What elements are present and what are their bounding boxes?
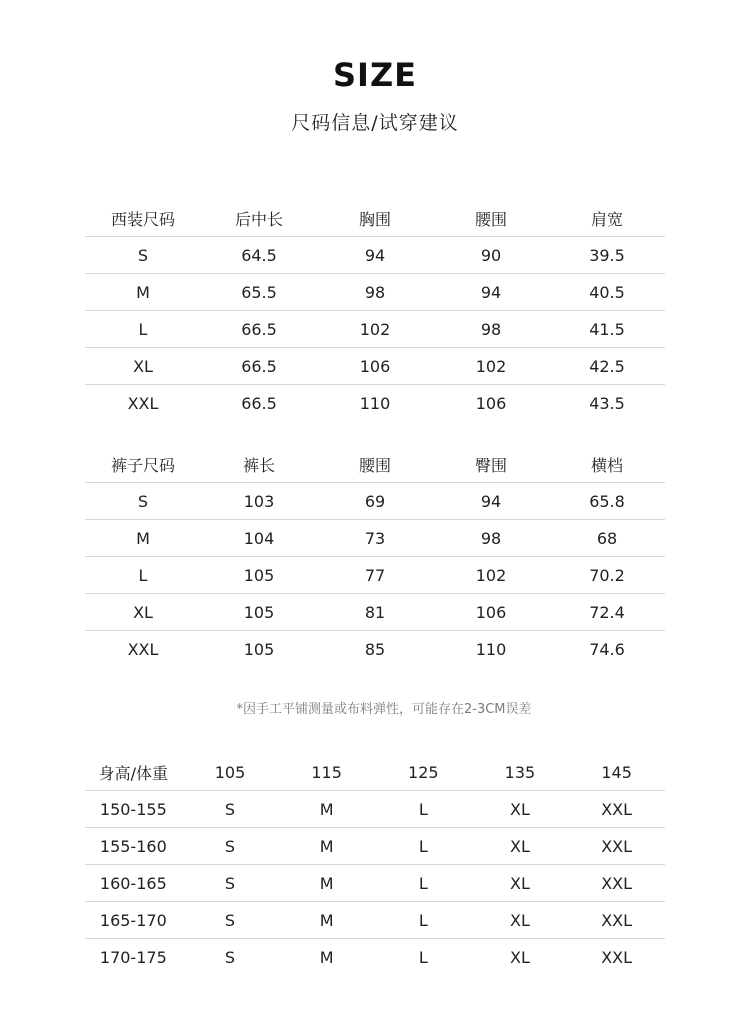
- header-cell: 115: [278, 754, 375, 791]
- table-row: [85, 274, 665, 311]
- table-cell: XXL: [568, 902, 665, 939]
- header-cell: 横档: [549, 446, 665, 483]
- table-cell: S: [182, 865, 279, 902]
- table-cell: M: [278, 828, 375, 865]
- table-row: [85, 483, 665, 520]
- table-cell: M: [85, 520, 201, 557]
- table-cell: 98: [433, 311, 549, 348]
- table-cell: 105: [201, 594, 317, 631]
- table-cell: XXL: [568, 828, 665, 865]
- table-cell: 105: [243, 639, 275, 659]
- table-row: [85, 631, 665, 668]
- table-row: [85, 828, 665, 865]
- suit-size-table: [85, 200, 665, 421]
- table-cell: 70.2: [549, 557, 665, 594]
- table-cell: 102: [317, 311, 433, 348]
- table-cell: 106: [433, 594, 549, 631]
- table-cell: 43.5: [589, 393, 625, 413]
- header-cell: 裤子尺码: [85, 446, 201, 483]
- table-cell: 98: [433, 520, 549, 557]
- table-cell: XL: [472, 865, 569, 902]
- table-cell: 69: [317, 483, 433, 520]
- table-cell: XL: [85, 348, 201, 385]
- table-cell: 105: [201, 557, 317, 594]
- header-cell: 西装尺码: [85, 200, 201, 237]
- header-cell: 裤长: [201, 446, 317, 483]
- table-row: [85, 939, 665, 976]
- table-cell: XL: [85, 594, 201, 631]
- table-cell: 155-160: [85, 828, 182, 865]
- header-cell: 肩宽: [549, 200, 665, 237]
- page-subtitle: 尺码信息/试穿建议: [291, 112, 459, 134]
- table-cell: XL: [472, 902, 569, 939]
- table-cell: 68: [549, 520, 665, 557]
- table-cell: M: [278, 865, 375, 902]
- table-cell: 106: [475, 393, 507, 413]
- table-cell: 66.5: [241, 393, 277, 413]
- measurement-note: *因手工平铺测量或布料弹性，可能存在2-3CM误差: [236, 702, 532, 717]
- table-cell: M: [85, 274, 201, 311]
- table-cell: S: [182, 902, 279, 939]
- table-cell: 104: [201, 520, 317, 557]
- table-cell: XL: [510, 947, 530, 967]
- table-row: [85, 348, 665, 385]
- table-cell: L: [375, 828, 472, 865]
- table-cell: 106: [317, 348, 433, 385]
- table-cell: 72.4: [549, 594, 665, 631]
- table-cell: 165-170: [85, 902, 182, 939]
- table-cell: S: [182, 828, 279, 865]
- fit-suggestion-table: [85, 754, 665, 975]
- table-cell: M: [278, 791, 375, 828]
- table-cell: S: [182, 791, 279, 828]
- table-cell: L: [85, 557, 201, 594]
- table-cell: L: [418, 947, 428, 967]
- page-title: SIZE: [332, 56, 417, 94]
- table-cell: 102: [433, 348, 549, 385]
- table-cell: 65.8: [549, 483, 665, 520]
- table-cell: L: [375, 865, 472, 902]
- table-cell: 85: [364, 639, 386, 659]
- table-row: [85, 520, 665, 557]
- table-cell: 110: [359, 393, 391, 413]
- table-cell: 66.5: [201, 311, 317, 348]
- header-cell: 135: [472, 754, 569, 791]
- table-cell: 94: [433, 274, 549, 311]
- table-cell: L: [85, 311, 201, 348]
- table-header-row: [85, 200, 665, 237]
- table-cell: 170-175: [99, 947, 167, 967]
- table-cell: 94: [317, 237, 433, 274]
- table-row: [85, 594, 665, 631]
- table-cell: XL: [472, 828, 569, 865]
- table-cell: 73: [317, 520, 433, 557]
- table-cell: 74.6: [589, 639, 625, 659]
- header-cell: 腰围: [317, 446, 433, 483]
- table-cell: M: [319, 947, 334, 967]
- pants-size-table: [85, 446, 665, 667]
- table-cell: 39.5: [549, 237, 665, 274]
- table-row: [85, 791, 665, 828]
- table-row: [85, 311, 665, 348]
- table-cell: 77: [317, 557, 433, 594]
- header-cell: 身高/体重: [85, 754, 182, 791]
- table-row: [85, 865, 665, 902]
- table-cell: 66.5: [201, 348, 317, 385]
- table-cell: 150-155: [85, 791, 182, 828]
- table-cell: 110: [475, 639, 507, 659]
- header-cell: 105: [182, 754, 279, 791]
- table-cell: L: [375, 902, 472, 939]
- table-cell: S: [85, 237, 201, 274]
- table-cell: XXL: [601, 947, 633, 967]
- table-cell: 90: [433, 237, 549, 274]
- table-cell: XXL: [568, 791, 665, 828]
- header-cell: 后中长: [201, 200, 317, 237]
- header-cell: 125: [375, 754, 472, 791]
- table-cell: 42.5: [549, 348, 665, 385]
- table-cell: XXL: [127, 639, 159, 659]
- table-row: [85, 557, 665, 594]
- table-row: [85, 237, 665, 274]
- table-cell: 94: [433, 483, 549, 520]
- table-cell: 102: [433, 557, 549, 594]
- table-cell: 160-165: [85, 865, 182, 902]
- table-cell: 40.5: [549, 274, 665, 311]
- table-cell: 41.5: [549, 311, 665, 348]
- table-cell: S: [224, 947, 236, 967]
- header-cell: 145: [568, 754, 665, 791]
- table-row: [85, 902, 665, 939]
- table-cell: XXL: [127, 393, 159, 413]
- table-cell: XXL: [568, 865, 665, 902]
- table-cell: 81: [317, 594, 433, 631]
- header-cell: 胸围: [317, 200, 433, 237]
- table-cell: XL: [472, 791, 569, 828]
- header-cell: 腰围: [433, 200, 549, 237]
- header-cell: 臀围: [433, 446, 549, 483]
- table-cell: 65.5: [201, 274, 317, 311]
- table-cell: 98: [317, 274, 433, 311]
- table-row: [85, 385, 665, 422]
- table-cell: S: [85, 483, 201, 520]
- table-header-row: [85, 446, 665, 483]
- table-cell: M: [278, 902, 375, 939]
- table-cell: 64.5: [201, 237, 317, 274]
- table-cell: L: [375, 791, 472, 828]
- table-header-row: [85, 754, 665, 791]
- table-cell: 103: [201, 483, 317, 520]
